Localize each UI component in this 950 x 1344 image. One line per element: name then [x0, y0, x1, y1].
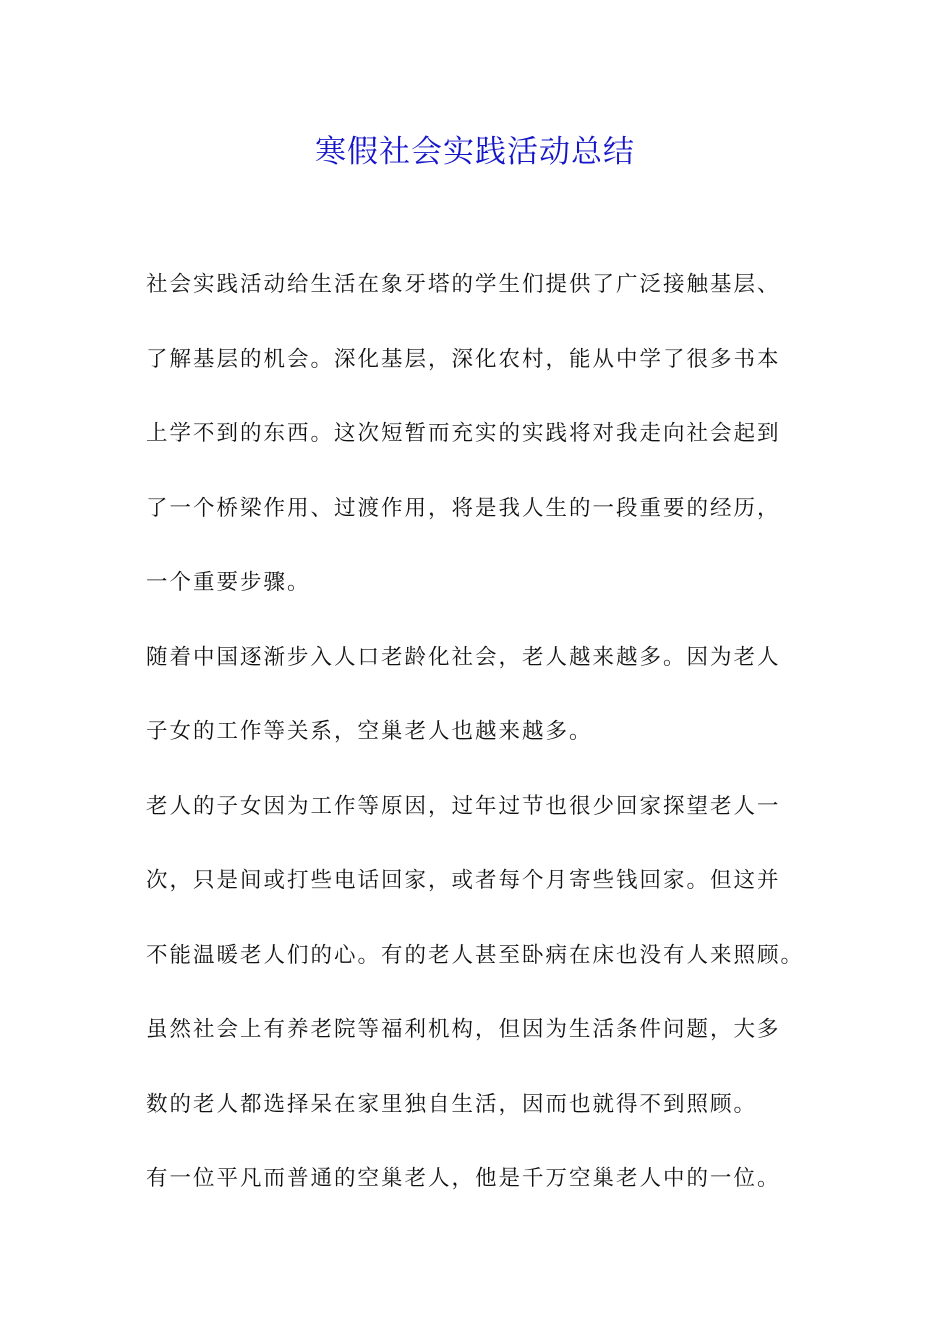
- text-line: 不能温暖老人们的心。有的老人甚至卧病在床也没有人来照顾。: [146, 942, 805, 968]
- text-line: 虽然社会上有养老院等福利机构，但因为生活条件问题，大多: [146, 1017, 781, 1042]
- text-line: 了一个桥梁作用、过渡作用，将是我人生的一段重要的经历，: [146, 495, 781, 521]
- text-line: 了解基层的机会。深化基层，深化农村，能从中学了很多书本: [146, 346, 781, 372]
- text-line: 社会实践活动给生活在象牙塔的学生们提供了广泛接触基层、: [146, 272, 781, 297]
- document-title: 寒假社会实践活动总结: [315, 134, 635, 170]
- text-line: 数的老人都选择呆在家里独自生活，因而也就得不到照顾。: [146, 1091, 758, 1117]
- text-line: 上学不到的东西。这次短暂而充实的实践将对我走向社会起到: [146, 421, 781, 446]
- text-line: 次，只是间或打些电话回家，或者每个月寄些钱回家。但这并: [146, 868, 781, 893]
- text-line: 老人的子女因为工作等原因，过年过节也很少回家探望老人一: [146, 793, 781, 819]
- text-line: 子女的工作等关系，空巢老人也越来越多。: [146, 719, 593, 744]
- text-line: 随着中国逐渐步入人口老龄化社会，老人越来越多。因为老人: [146, 644, 781, 670]
- document-body: [146, 258, 836, 1227]
- text-line: 一个重要步骤。: [146, 570, 311, 595]
- text-line: 有一位平凡而普通的空巢老人，他是千万空巢老人中的一位。: [146, 1166, 781, 1191]
